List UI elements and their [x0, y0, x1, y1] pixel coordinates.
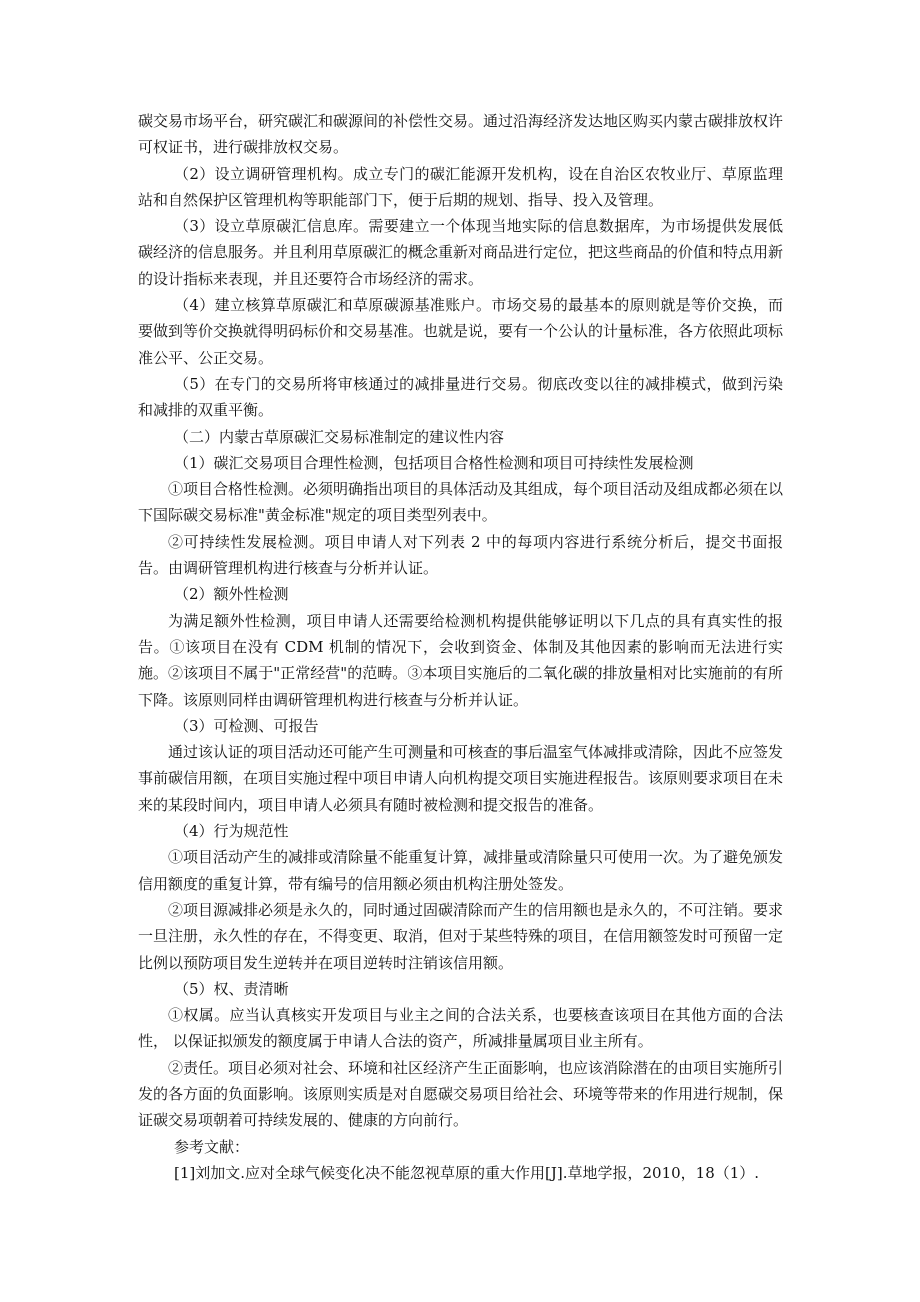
- paragraph-item-2-research-agency: （2）设立调研管理机构。成立专门的碳汇能源开发机构，设在自治区农牧业厅、草原监理站和自然保护区管理机构等职能部门下，便于后期的规划、指导、投入及管理。: [138, 164, 783, 209]
- references-heading: 参考文献：: [174, 1137, 250, 1156]
- paragraph-sustainability-check: ②可持续性发展检测。项目申请人对下列表 2 中的每项内容进行系统分析后，提交书面报告。由调研管理机构进行核查与分析并认证。: [138, 532, 783, 578]
- reference-item-1: [1]刘加文.应对全球气候变化决不能忽视草原的重大作用[J].草地学报，2010，18（1）.: [174, 1163, 760, 1182]
- section-heading-standard-suggestions: （二）内蒙古草原碳汇交易标准制定的建议性内容: [174, 427, 505, 446]
- paragraph-responsibility: ②责任。项目必须对社会、环境和社区经济产生正面影响，也应该消除潜在的由项目实施所引发的各方面的负面影响。该原则实质是对自愿碳交易项目给社会、环境等带来的作用进行规制，保证碳交易项朝着可持续发展的、健康的方向前行。: [138, 1058, 784, 1130]
- subheading-2-additionality-check: （2）额外性检测: [174, 585, 289, 604]
- paragraph-ownership: ①权属。应当认真核实开发项目与业主之间的合法关系，也要核查该项目在其他方面的合法性， 以保证拟颁发的额度属于申请人合法的资产，所减排量属项目业主所有。: [138, 1006, 783, 1051]
- subheading-1-rationality-check: （1）碳汇交易项目合理性检测，包括项目合格性检测和项目可持续性发展检测: [174, 453, 694, 472]
- paragraph-item-5-exchange-trading: （5）在专门的交易所将审核通过的减排量进行交易。彻底改变以往的减排模式，做到污染和减排的双重平衡。: [138, 374, 783, 420]
- paragraph-no-double-counting: ①项目活动产生的减排或清除量不能重复计算，减排量或清除量只可使用一次。为了避免颁发信用额度的重复计算，带有编号的信用额必须由机构注册处签发。: [138, 848, 784, 893]
- paragraph-item-3-info-database: （3）设立草原碳汇信息库。需要建立一个体现当地实际的信息数据库，为市场提供发展低碳经济的信息服务。并且利用草原碳汇的概念重新对商品进行定位，把这些商品的价值和特点用新的设计指标来表现，并且还要符合市场经济的需求。: [138, 217, 784, 288]
- subheading-5-clear-rights: （5）权、责清晰: [174, 979, 289, 998]
- subheading-4-behavior-norms: （4）行为规范性: [174, 822, 289, 841]
- paragraph-item-4-baseline-account: （4）建立核算草原碳汇和草原碳源基准账户。市场交易的最基本的原则就是等价交换，而要做到等价交换就得明码标价和交易基准。也就是说，要有一个公认的计量标准，各方依照此项标准公平、公正交易。: [138, 296, 784, 367]
- paragraph-eligibility-check: ①项目合格性检测。必须明确指出项目的具体活动及其组成，每个项目活动及组成都必须在以下国际碳交易标准"黄金标准"规定的项目类型列表中。: [138, 480, 784, 525]
- subheading-3-measurable-reportable: （3）可检测、可报告: [174, 716, 319, 735]
- paragraph-carbon-market-platform: 碳交易市场平台，研究碳汇和碳源间的补偿性交易。通过沿海经济发达地区购买内蒙古碳排放权许可权证书，进行碳排放权交易。: [138, 112, 784, 157]
- paragraph-permanence: ②项目源减排必须是永久的，同时通过固碳清除而产生的信用额也是永久的，不可注销。要求一旦注册，永久性的存在，不得变更、取消，但对于某些特殊的项目，在信用额签发时可预留一定比例以预防项目发生逆转并在项目逆转时注销该信用额。: [138, 900, 784, 972]
- document-body: [138, 108, 783, 1186]
- paragraph-measurable-details: 通过该认证的项目活动还可能产生可测量和可核查的事后温室气体减排或清除，因此不应签发事前碳信用额，在项目实施过程中项目申请人向机构提交项目实施进程报告。该原则要求项目在未来的某段时间内，项目申请人必须具有随时被检测和提交报告的准备。: [138, 743, 784, 814]
- paragraph-additionality-details: 为满足额外性检测，项目申请人还需要给检测机构提供能够证明以下几点的具有真实性的报告。①该项目在没有 CDM 机制的情况下，会收到资金、体制及其他因素的影响而无法进行实施。②该项目不属于"正常经营"的范畴。③本项目实施后的二氧化碳的排放量相对比实施前的有所下降。该原则同样由调研管理机构进行核查与分析并认证。: [138, 611, 783, 709]
